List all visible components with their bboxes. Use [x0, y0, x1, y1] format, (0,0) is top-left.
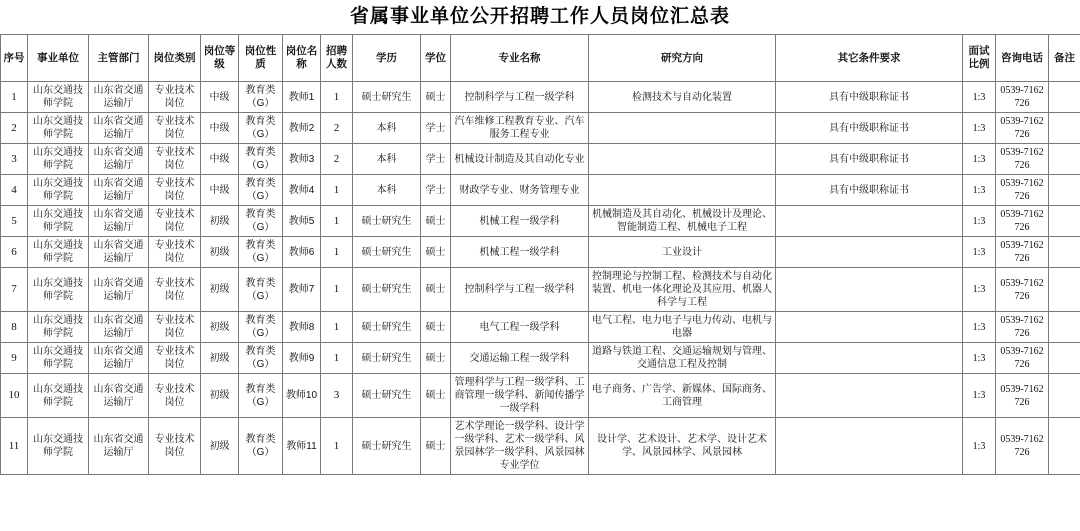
cell-note — [1049, 268, 1080, 312]
cell-phone: 0539-7162726 — [996, 418, 1049, 475]
cell-phone: 0539-7162726 — [996, 113, 1049, 144]
cell-post-category: 专业技术岗位 — [149, 206, 201, 237]
cell-recruit-count: 1 — [321, 82, 353, 113]
cell-unit: 山东交通技师学院 — [28, 175, 89, 206]
cell-note — [1049, 237, 1080, 268]
cell-major: 财政学专业、财务管理专业 — [451, 175, 589, 206]
cell-department: 山东省交通运输厅 — [89, 113, 149, 144]
table-row — [1, 206, 1080, 237]
column-header-research: 研究方向 — [589, 35, 776, 82]
table-row — [1, 175, 1080, 206]
page-title: 省属事业单位公开招聘工作人员岗位汇总表 — [349, 6, 730, 27]
cell-phone: 0539-7162726 — [996, 175, 1049, 206]
cell-education: 硕士研究生 — [353, 343, 421, 374]
cell-degree: 硕士 — [421, 268, 451, 312]
cell-post-grade: 初级 — [201, 312, 239, 343]
column-header-post-category: 岗位类别 — [149, 35, 201, 82]
cell-post-category: 专业技术岗位 — [149, 113, 201, 144]
table-row — [1, 237, 1080, 268]
cell-recruit-count: 1 — [321, 268, 353, 312]
table-row — [1, 82, 1080, 113]
cell-research: 检测技术与自动化装置 — [589, 82, 776, 113]
cell-post-nature: 教育类（G） — [239, 144, 283, 175]
cell-interview-ratio: 1:3 — [963, 206, 996, 237]
cell-unit: 山东交通技师学院 — [28, 268, 89, 312]
cell-post-nature: 教育类（G） — [239, 343, 283, 374]
cell-post-category: 专业技术岗位 — [149, 82, 201, 113]
cell-interview-ratio: 1:3 — [963, 374, 996, 418]
column-header-phone: 咨询电话 — [996, 35, 1049, 82]
column-header-department: 主管部门 — [89, 35, 149, 82]
cell-phone: 0539-7162726 — [996, 206, 1049, 237]
cell-department: 山东省交通运输厅 — [89, 418, 149, 475]
column-header-degree: 学位 — [421, 35, 451, 82]
cell-post-nature: 教育类（G） — [239, 268, 283, 312]
cell-unit: 山东交通技师学院 — [28, 144, 89, 175]
cell-unit: 山东交通技师学院 — [28, 113, 89, 144]
cell-education: 硕士研究生 — [353, 312, 421, 343]
cell-research: 机械制造及其自动化、机械设计及理论、智能制造工程、机械电子工程 — [589, 206, 776, 237]
cell-major: 控制科学与工程一级学科 — [451, 268, 589, 312]
cell-major: 管理科学与工程一级学科、工商管理一级学科、新闻传播学一级学科 — [451, 374, 589, 418]
cell-major: 汽车维修工程教育专业、汽车服务工程专业 — [451, 113, 589, 144]
cell-post-nature: 教育类（G） — [239, 418, 283, 475]
cell-degree: 硕士 — [421, 343, 451, 374]
cell-post-category: 专业技术岗位 — [149, 374, 201, 418]
cell-education: 硕士研究生 — [353, 268, 421, 312]
cell-note — [1049, 144, 1080, 175]
cell-degree: 学士 — [421, 113, 451, 144]
cell-post-nature: 教育类（G） — [239, 237, 283, 268]
cell-interview-ratio: 1:3 — [963, 237, 996, 268]
column-header-education: 学历 — [353, 35, 421, 82]
cell-post-category: 专业技术岗位 — [149, 144, 201, 175]
column-header-note: 备注 — [1049, 35, 1080, 82]
cell-seq: 1 — [1, 82, 28, 113]
table-row — [1, 268, 1080, 312]
cell-other — [776, 312, 963, 343]
cell-post-grade: 初级 — [201, 343, 239, 374]
cell-seq: 9 — [1, 343, 28, 374]
cell-research: 设计学、艺术设计、艺术学、设计艺术学、风景园林学、风景园林 — [589, 418, 776, 475]
cell-interview-ratio: 1:3 — [963, 82, 996, 113]
cell-recruit-count: 2 — [321, 144, 353, 175]
cell-phone: 0539-7162726 — [996, 268, 1049, 312]
cell-post-grade: 初级 — [201, 206, 239, 237]
cell-post-nature: 教育类（G） — [239, 175, 283, 206]
cell-education: 硕士研究生 — [353, 82, 421, 113]
cell-interview-ratio: 1:3 — [963, 144, 996, 175]
cell-department: 山东省交通运输厅 — [89, 374, 149, 418]
cell-department: 山东省交通运输厅 — [89, 312, 149, 343]
cell-unit: 山东交通技师学院 — [28, 237, 89, 268]
cell-other: 具有中级职称证书 — [776, 113, 963, 144]
cell-major: 机械工程一级学科 — [451, 206, 589, 237]
cell-education: 本科 — [353, 175, 421, 206]
cell-post-name: 教师10 — [283, 374, 321, 418]
cell-unit: 山东交通技师学院 — [28, 82, 89, 113]
cell-post-name: 教师4 — [283, 175, 321, 206]
cell-post-nature: 教育类（G） — [239, 312, 283, 343]
table-row — [1, 374, 1080, 418]
cell-research: 电气工程、电力电子与电力传动、电机与电器 — [589, 312, 776, 343]
cell-recruit-count: 1 — [321, 237, 353, 268]
cell-research: 工业设计 — [589, 237, 776, 268]
column-header-interview-ratio: 面试比例 — [963, 35, 996, 82]
cell-other: 具有中级职称证书 — [776, 82, 963, 113]
cell-seq: 11 — [1, 418, 28, 475]
column-header-major: 专业名称 — [451, 35, 589, 82]
table-row — [1, 113, 1080, 144]
cell-degree: 硕士 — [421, 206, 451, 237]
cell-note — [1049, 206, 1080, 237]
cell-post-nature: 教育类（G） — [239, 206, 283, 237]
table-row — [1, 144, 1080, 175]
cell-interview-ratio: 1:3 — [963, 175, 996, 206]
column-header-post-grade: 岗位等级 — [201, 35, 239, 82]
cell-interview-ratio: 1:3 — [963, 268, 996, 312]
cell-post-grade: 初级 — [201, 418, 239, 475]
cell-research: 控制理论与控制工程、检测技术与自动化装置、机电一体化理论及其应用、机器人科学与工程 — [589, 268, 776, 312]
cell-research — [589, 113, 776, 144]
cell-unit: 山东交通技师学院 — [28, 343, 89, 374]
cell-post-category: 专业技术岗位 — [149, 237, 201, 268]
cell-other — [776, 374, 963, 418]
cell-post-name: 教师2 — [283, 113, 321, 144]
cell-department: 山东省交通运输厅 — [89, 237, 149, 268]
recruitment-table — [0, 34, 1080, 475]
cell-degree: 硕士 — [421, 374, 451, 418]
column-header-recruit-count: 招聘人数 — [321, 35, 353, 82]
cell-major: 交通运输工程一级学科 — [451, 343, 589, 374]
cell-department: 山东省交通运输厅 — [89, 175, 149, 206]
cell-interview-ratio: 1:3 — [963, 343, 996, 374]
cell-education: 硕士研究生 — [353, 374, 421, 418]
cell-seq: 5 — [1, 206, 28, 237]
cell-education: 本科 — [353, 144, 421, 175]
cell-post-grade: 初级 — [201, 237, 239, 268]
cell-post-nature: 教育类（G） — [239, 82, 283, 113]
cell-seq: 8 — [1, 312, 28, 343]
cell-post-grade: 中级 — [201, 144, 239, 175]
table-header — [1, 35, 1080, 82]
cell-post-grade: 中级 — [201, 82, 239, 113]
cell-major: 艺术学理论一级学科、设计学一级学科、艺术一级学科、风景园林学一级学科、风景园林专业学位 — [451, 418, 589, 475]
cell-post-category: 专业技术岗位 — [149, 175, 201, 206]
cell-recruit-count: 1 — [321, 343, 353, 374]
cell-post-name: 教师3 — [283, 144, 321, 175]
cell-major: 控制科学与工程一级学科 — [451, 82, 589, 113]
cell-post-name: 教师11 — [283, 418, 321, 475]
cell-post-nature: 教育类（G） — [239, 113, 283, 144]
cell-other — [776, 343, 963, 374]
cell-education: 硕士研究生 — [353, 206, 421, 237]
cell-interview-ratio: 1:3 — [963, 312, 996, 343]
cell-seq: 7 — [1, 268, 28, 312]
cell-post-name: 教师7 — [283, 268, 321, 312]
column-header-seq: 序号 — [1, 35, 28, 82]
cell-major: 机械工程一级学科 — [451, 237, 589, 268]
cell-major: 机械设计制造及其自动化专业 — [451, 144, 589, 175]
cell-major: 电气工程一级学科 — [451, 312, 589, 343]
cell-note — [1049, 175, 1080, 206]
cell-education: 硕士研究生 — [353, 237, 421, 268]
table-row — [1, 312, 1080, 343]
table-row — [1, 418, 1080, 475]
cell-recruit-count: 1 — [321, 175, 353, 206]
cell-recruit-count: 1 — [321, 312, 353, 343]
cell-degree: 学士 — [421, 175, 451, 206]
cell-other — [776, 418, 963, 475]
cell-note — [1049, 113, 1080, 144]
cell-note — [1049, 374, 1080, 418]
cell-degree: 硕士 — [421, 418, 451, 475]
cell-research — [589, 175, 776, 206]
cell-post-name: 教师8 — [283, 312, 321, 343]
cell-seq: 2 — [1, 113, 28, 144]
cell-post-name: 教师1 — [283, 82, 321, 113]
cell-seq: 3 — [1, 144, 28, 175]
cell-post-grade: 中级 — [201, 113, 239, 144]
cell-unit: 山东交通技师学院 — [28, 374, 89, 418]
cell-phone: 0539-7162726 — [996, 312, 1049, 343]
cell-department: 山东省交通运输厅 — [89, 206, 149, 237]
cell-recruit-count: 2 — [321, 113, 353, 144]
cell-department: 山东省交通运输厅 — [89, 82, 149, 113]
cell-recruit-count: 1 — [321, 418, 353, 475]
cell-other — [776, 268, 963, 312]
column-header-post-name: 岗位名称 — [283, 35, 321, 82]
cell-education: 硕士研究生 — [353, 418, 421, 475]
cell-post-grade: 中级 — [201, 175, 239, 206]
cell-recruit-count: 1 — [321, 206, 353, 237]
cell-degree: 学士 — [421, 144, 451, 175]
cell-phone: 0539-7162726 — [996, 343, 1049, 374]
cell-phone: 0539-7162726 — [996, 374, 1049, 418]
cell-note — [1049, 343, 1080, 374]
column-header-unit: 事业单位 — [28, 35, 89, 82]
cell-degree: 硕士 — [421, 237, 451, 268]
table-row — [1, 343, 1080, 374]
cell-note — [1049, 312, 1080, 343]
cell-other — [776, 206, 963, 237]
cell-research: 电子商务、广告学、新媒体、国际商务、工商管理 — [589, 374, 776, 418]
cell-phone: 0539-7162726 — [996, 144, 1049, 175]
table-body — [1, 82, 1080, 475]
cell-post-grade: 初级 — [201, 268, 239, 312]
cell-other: 具有中级职称证书 — [776, 175, 963, 206]
cell-seq: 4 — [1, 175, 28, 206]
cell-post-category: 专业技术岗位 — [149, 343, 201, 374]
cell-post-category: 专业技术岗位 — [149, 268, 201, 312]
cell-degree: 硕士 — [421, 312, 451, 343]
cell-post-name: 教师9 — [283, 343, 321, 374]
cell-note — [1049, 418, 1080, 475]
cell-unit: 山东交通技师学院 — [28, 418, 89, 475]
column-header-other: 其它条件要求 — [776, 35, 963, 82]
cell-degree: 硕士 — [421, 82, 451, 113]
cell-post-grade: 初级 — [201, 374, 239, 418]
cell-department: 山东省交通运输厅 — [89, 343, 149, 374]
cell-post-name: 教师6 — [283, 237, 321, 268]
cell-interview-ratio: 1:3 — [963, 418, 996, 475]
table-header-row — [1, 35, 1080, 82]
cell-other: 具有中级职称证书 — [776, 144, 963, 175]
cell-seq: 6 — [1, 237, 28, 268]
cell-education: 本科 — [353, 113, 421, 144]
cell-research: 道路与铁道工程、交通运输规划与管理、交通信息工程及控制 — [589, 343, 776, 374]
cell-unit: 山东交通技师学院 — [28, 206, 89, 237]
cell-post-category: 专业技术岗位 — [149, 418, 201, 475]
cell-recruit-count: 3 — [321, 374, 353, 418]
cell-research — [589, 144, 776, 175]
cell-other — [776, 237, 963, 268]
cell-unit: 山东交通技师学院 — [28, 312, 89, 343]
cell-post-category: 专业技术岗位 — [149, 312, 201, 343]
cell-note — [1049, 82, 1080, 113]
cell-phone: 0539-7162726 — [996, 82, 1049, 113]
cell-post-name: 教师5 — [283, 206, 321, 237]
cell-department: 山东省交通运输厅 — [89, 268, 149, 312]
cell-interview-ratio: 1:3 — [963, 113, 996, 144]
cell-department: 山东省交通运输厅 — [89, 144, 149, 175]
cell-seq: 10 — [1, 374, 28, 418]
cell-phone: 0539-7162726 — [996, 237, 1049, 268]
column-header-post-nature: 岗位性质 — [239, 35, 283, 82]
cell-post-nature: 教育类（G） — [239, 374, 283, 418]
